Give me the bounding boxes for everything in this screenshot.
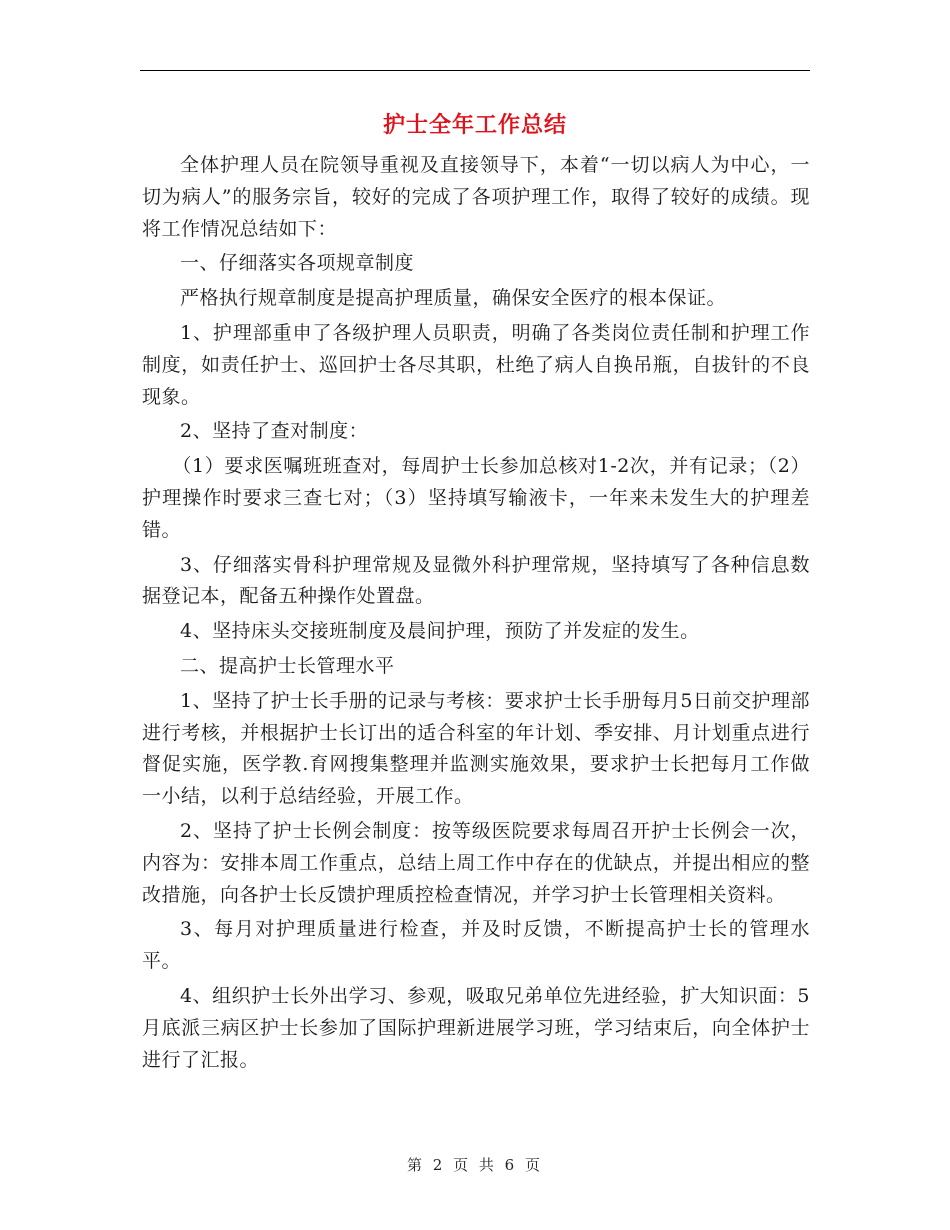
header-rule — [140, 70, 810, 71]
section-heading-2: 二、提高护士长管理水平 — [180, 654, 395, 677]
document-body — [142, 150, 810, 1079]
paragraph-intro: 全体护理人员在院领导重视及直接领导下，本着“一切以病人为中心，一切为病人”的服务宗旨，较好的完成了各项护理工作，取得了较好的成绩。现将工作情况总结如下： — [142, 154, 810, 240]
paragraph: 1、护理部重申了各级护理人员职责，明确了各类岗位责任制和护理工作制度，如责任护士、巡回护士各尽其职，杜绝了病人自换吊瓶，自拔针的不良现象。 — [142, 321, 810, 408]
paragraph: 严格执行规章制度是提高护理质量，确保安全医疗的根本保证。 — [180, 287, 727, 310]
paragraph: 2、坚持了护士长例会制度：按等级医院要求每周召开护士长例会一次，内容为：安排本周工作重点，总结上周工作中存在的优缺点，并提出相应的整改措施，向各护士长反馈护理质控检查情况，并学习护士长管理相关资料。 — [142, 819, 810, 906]
paragraph: 3、仔细落实骨科护理常规及显微外科护理常规，坚持填写了各种信息数据登记本，配备五种操作处置盘。 — [142, 553, 810, 608]
paragraph: 2、坚持了查对制度： — [180, 420, 369, 443]
paragraph: 4、组织护士长外出学习、参观，吸取兄弟单位先进经验，扩大知识面：5月底派三病区护士长参加了国际护理新进展学习班，学习结束后，向全体护士进行了汇报。 — [142, 984, 810, 1071]
paragraph: 4、坚持床头交接班制度及晨间护理，预防了并发症的发生。 — [180, 620, 700, 643]
paragraph: 1、坚持了护士长手册的记录与考核：要求护士长手册每月5日前交护理部进行考核，并根据护士长订出的适合科室的年计划、季安排、月计划重点进行督促实施，医学教.育网搜集整理并监测实施效果，要求护士长把每月工作做一小结，以利于总结经验，开展工作。 — [142, 689, 810, 808]
page-footer: 第 2 页 共 6 页 — [407, 1156, 543, 1174]
paragraph: （1）要求医嘱班班查对，每周护士长参加总核对1-2次，并有记录；（2）护理操作时要求三查七对；（3）坚持填写输液卡，一年来未发生大的护理差错。 — [142, 455, 810, 541]
document-title: 护士全年工作总结 — [382, 112, 567, 138]
paragraph: 3、每月对护理质量进行检查，并及时反馈，不断提高护士长的管理水平。 — [142, 918, 810, 973]
section-heading-1: 一、仔细落实各项规章制度 — [180, 252, 415, 275]
